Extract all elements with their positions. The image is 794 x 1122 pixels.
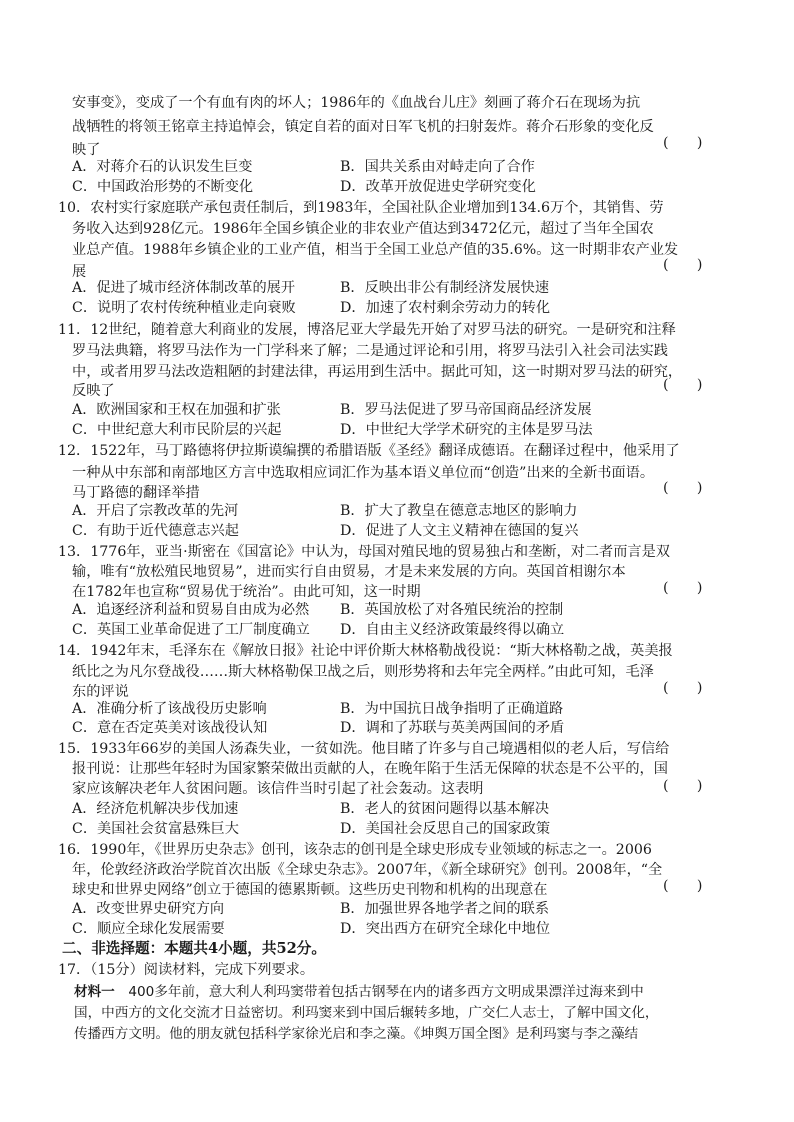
q17-prompt: 17．（15分）阅读材料，完成下列要求。 [58,962,315,978]
q10-option-d: D．加速了农村剩余劳动力的转化 [340,300,551,316]
q10-option-a: A．促进了城市经济体制改革的展开 [72,280,296,296]
q9-stem-line-2: 战牺牲的将领王铭章主持追悼会，镇定自若的面对日军飞机的扫射轰炸。蒋介石形象的变化反 [72,119,654,135]
q9-option-b: B．国共关系由对峙走向了合作 [340,159,535,175]
q11-option-d: D．中世纪大学学术研究的主体是罗马法 [340,422,593,438]
q10-stem-line-2: 务收入达到928亿元。1986年全国乡镇企业的非农业产值达到3472亿元，超过了当年全国农 [72,221,654,237]
q15-option-d: D．美国社会反思自己的国家政策 [340,821,551,837]
q13-stem-line-2: 输，唯有“放松殖民地贸易”，进而实行自由贸易，才是未来发展的方向。英国首相谢尔本 [72,564,626,580]
q15-stem-line-2: 报刊说：让那些年轻时为国家繁荣做出贡献的人，在晚年陷于生活无保障的状态是不公平的，国 [72,761,668,777]
material-line-2: 国，中西方的文化交流才日益密切。利玛窦来到中国后辗转多地，广交仁人志士，了解中国文化， [74,1005,659,1021]
q10-option-c: C．说明了农村传统种植业走向衰败 [72,300,296,316]
q16-option-c: C．顺应全球化发展需要 [72,921,225,937]
q10-option-b: B．反映出非公有制经济发展快速 [340,280,550,296]
q16-option-d: D．突出西方在研究全球化中地位 [340,921,551,937]
q14-option-b: B．为中国抗日战争指明了正确道路 [340,701,564,717]
q10-stem-line-4: 展 [72,264,87,280]
q12-stem-line-2: 一种从中东部和南部地区方言中选取相应词汇作为基本语义单位而“创造”出来的全新书面语。 [72,465,655,481]
q10-stem-line-3: 业总产值。1988年乡镇企业的工业产值，相当于全国工业总产值的35.6%。这一时期非农产业发 [72,242,679,258]
q15-option-b: B．老人的贫困问题得以基本解决 [340,801,550,817]
q15-stem-line-1: 15．1933年66岁的美国人汤森失业，一贫如洗。他目睹了许多与自己境遇相似的老人后，写信给 [58,741,670,757]
q13-stem-line-3: 在1782年也宣称“贸易优于统治”。由此可知，这一时期 [72,584,421,600]
q12-option-d: D．促进了人文主义精神在德国的复兴 [340,523,579,539]
q13-answer-paren: ( ) [663,580,703,596]
q9-stem-line-1: 安事变》，变成了一个有血有肉的坏人；1986年的《血战台儿庄》刻画了蒋介石在现场为抗 [72,95,641,111]
q11-stem-line-2: 罗马法典籍，将罗马法作为一门学科来了解；二是通过评论和引用，将罗马法引入社会司法实践 [72,343,668,359]
q13-option-b: B．英国放松了对各殖民统治的控制 [340,602,564,618]
q12-option-c: C．有助于近代德意志兴起 [72,523,239,539]
q10-stem-line-1: 10．农村实行家庭联产承包责任制后，到1983年，全国社队企业增加到134.6万个，其销售、劳 [58,200,664,216]
q11-option-a: A．欧洲国家和王权在加强和扩张 [72,402,281,418]
q13-stem-line-1: 13．1776年，亚当·斯密在《国富论》中认为，母国对殖民地的贸易独占和垄断，对二者而言是双 [58,544,670,560]
material-line-1 [74,982,644,1002]
q14-option-d: D．调和了苏联与英美两国间的矛盾 [340,720,565,736]
q12-stem-line-3: 马丁路德的翻译举措 [72,485,200,501]
q12-option-a: A．开启了宗教改革的先河 [72,503,239,519]
q13-option-d: D．自由主义经济政策最终得以确立 [340,622,565,638]
q12-answer-paren: ( ) [663,480,703,496]
q10-answer-paren: ( ) [663,257,703,273]
q11-stem-line-4: 反映了 [72,383,115,399]
q15-option-a: A．经济危机解决步伐加速 [72,801,239,817]
q11-stem-line-1: 11．12世纪，随着意大利商业的发展，博洛尼亚大学最先开始了对罗马法的研究。一是研究和注释 [58,322,676,338]
q14-answer-paren: ( ) [663,680,703,696]
section-heading: 二、非选择题：本题共4小题，共52分。 [62,940,326,957]
q11-option-b: B．罗马法促进了罗马帝国商品经济发展 [340,402,592,418]
q9-answer-paren: ( ) [663,135,703,151]
q13-option-c: C．英国工业革命促进了工厂制度确立 [72,622,310,638]
q16-option-b: B．加强世界各地学者之间的联系 [340,901,550,917]
q14-option-a: A．准确分析了该战役历史影响 [72,701,267,717]
q16-option-a: A．改变世界史研究方向 [72,901,225,917]
q9-option-a: A．对蒋介石的认识发生巨变 [72,159,253,175]
q11-stem-line-3: 中，或者用罗马法改造粗陋的封建法律，再运用到生活中。据此可知，这一时期对罗马法的研究， [72,364,683,380]
q14-stem-line-1: 14．1942年末，毛泽东在《解放日报》社论中评价斯大林格勒战役说：“斯大林格勒之战，英美报 [58,643,673,659]
q16-stem-line-2: 年，伦敦经济政治学院首次出版《全球史杂志》。2007年，《新全球研究》创刊。2008年，“全 [72,862,663,878]
q12-stem-line-1: 12．1522年，马丁路德将伊拉斯谟编撰的希腊语版《圣经》翻译成德语。在翻译过程中，他采用了 [58,443,680,459]
q9-option-c: C．中国政治形势的不断变化 [72,179,254,195]
q14-stem-line-2: 纸比之为凡尔登战役……斯大林格勒保卫战之后，则形势将和去年完全两样。”由此可知，毛泽 [72,664,654,680]
q15-option-c: C．美国社会贫富悬殊巨大 [72,821,239,837]
q16-answer-paren: ( ) [663,878,703,894]
q9-stem-line-3: 映了 [72,142,101,158]
q11-answer-paren: ( ) [663,377,703,393]
q15-stem-line-3: 家应该解决老年人贫困问题。该信件当时引起了社会轰动。这表明 [72,781,484,797]
q14-option-c: C．意在否定英美对该战役认知 [72,720,268,736]
q16-stem-line-3: 球史和世界史网络”创立于德国的德累斯顿。这些历史刊物和机构的出现意在 [72,882,548,898]
material-label: 材料一 [74,984,115,1000]
q13-option-a: A．追逐经济利益和贸易自由成为必然 [72,602,310,618]
q16-stem-line-1: 16．1990年，《世界历史杂志》创刊，该杂志的创刊是全球史形成专业领域的标志之一。2006 [58,842,652,858]
q12-option-b: B．扩大了教皇在德意志地区的影响力 [340,503,578,519]
material-line-3: 传播西方文明。他的朋友就包括科学家徐光启和李之藻。《坤舆万国全图》是利玛窦与李之藻结 [74,1026,639,1042]
q9-option-d: D．改革开放促进史学研究变化 [340,179,536,195]
q15-answer-paren: ( ) [663,778,703,794]
material-text-1: 400多年前，意大利人利玛窦带着包括古钢琴在内的诸多西方文明成果漂洋过海来到中 [114,984,644,1000]
q14-stem-line-3: 东的评说 [72,684,129,700]
q11-option-c: C．中世纪意大利市民阶层的兴起 [72,422,282,438]
